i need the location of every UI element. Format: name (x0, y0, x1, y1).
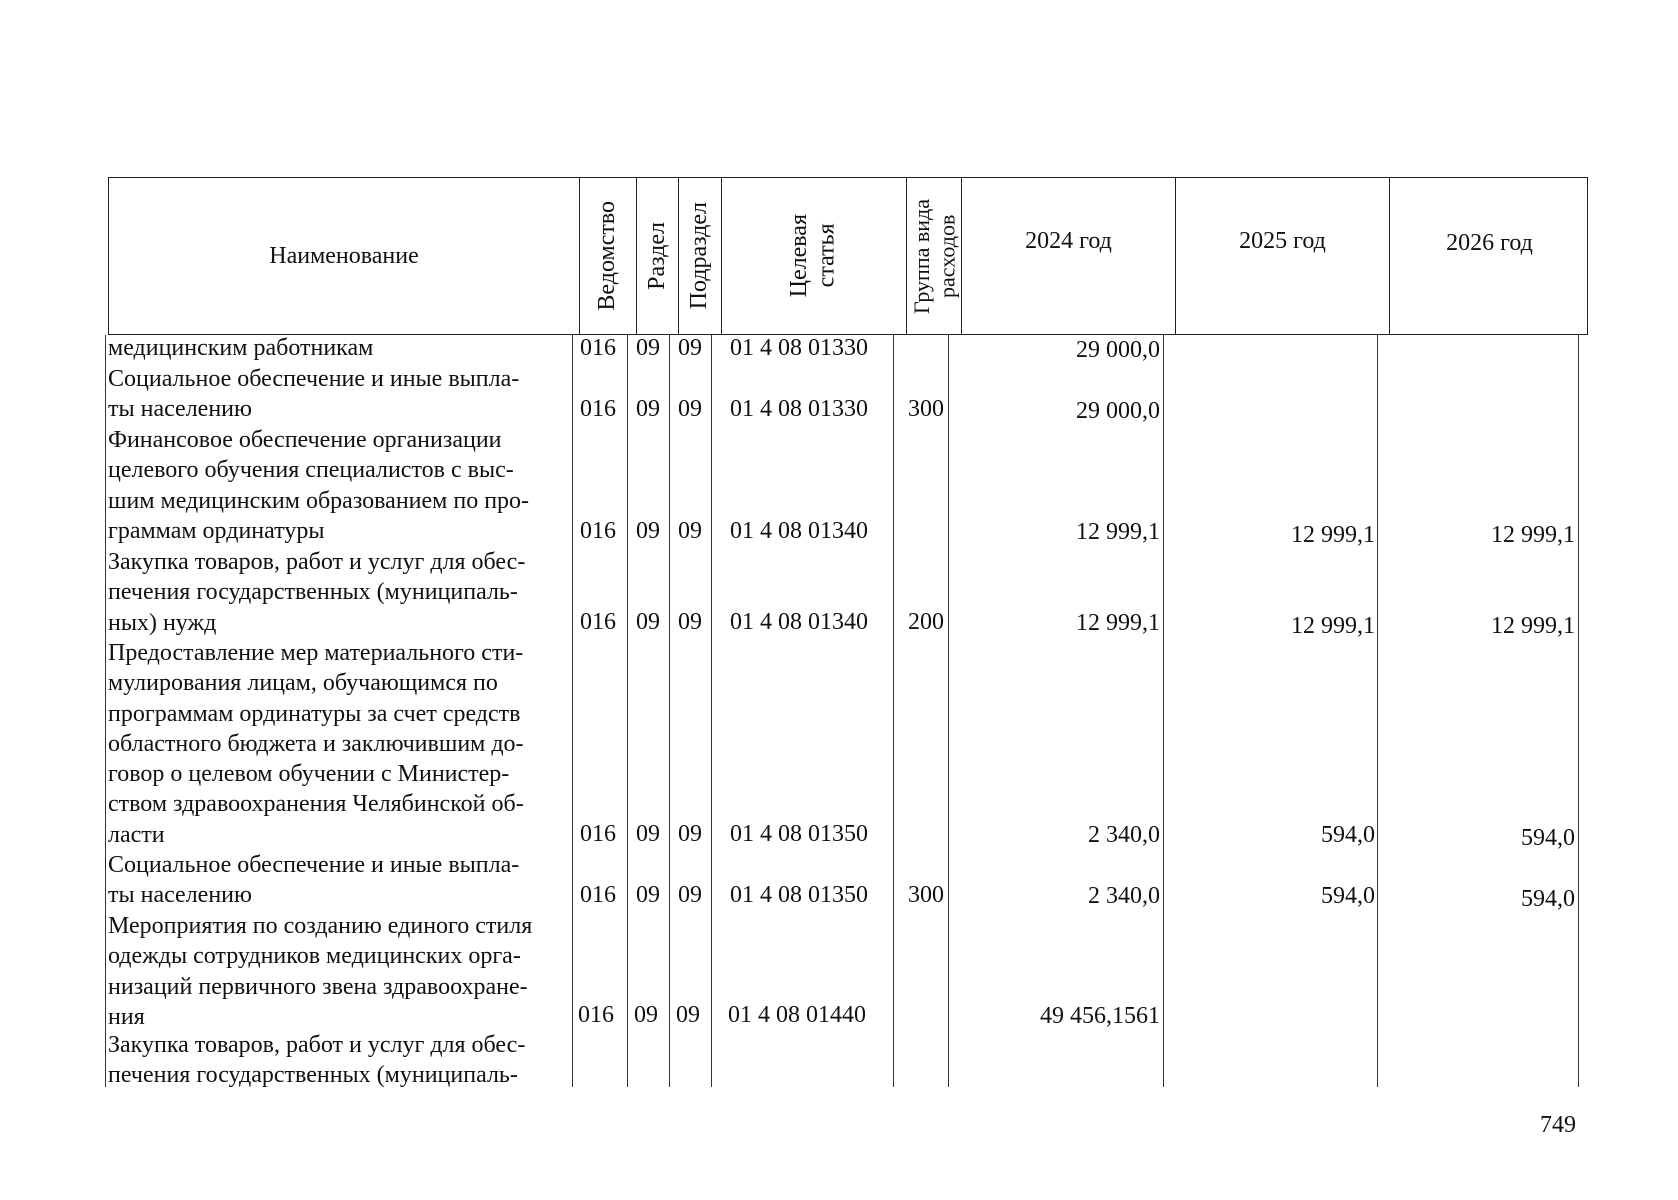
row-name-line: целевого обучения специалистов с выс- (108, 457, 514, 484)
header-celevaya-line2: статья (814, 224, 840, 288)
column-divider (948, 335, 949, 1087)
table-row (108, 850, 570, 911)
row-name-line: Закупка товаров, работ и услуг для обес- (108, 1032, 526, 1058)
column-divider (105, 335, 106, 1087)
row-name-line: ния (108, 1003, 145, 1030)
cell-vedomstvo: 016 (580, 335, 616, 361)
cell-vedomstvo: 016 (578, 1002, 614, 1028)
header-celevaya-label (786, 214, 841, 297)
cell-podrazdel: 09 (678, 396, 702, 422)
header-2024 (961, 178, 1175, 334)
page-number: 749 (1540, 1112, 1576, 1138)
row-name-line: Предоставление мер материального сти- (108, 640, 524, 666)
row-name-line: областного бюджета и заключившим до- (108, 730, 524, 757)
row-name-line: ты населению (108, 882, 252, 909)
row-name-line: Закупка товаров, работ и услуг для обес- (108, 549, 526, 575)
row-name-line: ты населению (108, 396, 252, 423)
cell-gruppa: 200 (908, 609, 944, 635)
row-name-line: программам ординатуры за счет средств (108, 700, 521, 727)
row-name-line: говор о целевом обучении с Министер- (108, 761, 510, 788)
cell-razdel: 09 (636, 882, 660, 908)
cell-podrazdel: 09 (678, 882, 702, 908)
column-divider (669, 335, 670, 1087)
cell-razdel: 09 (636, 396, 660, 422)
header-name (109, 178, 579, 334)
header-2026-label: 2026 год (1446, 230, 1533, 256)
header-gruppa-line1: Группа вида (908, 198, 934, 314)
row-name-line: печения государственных (муниципаль- (108, 1062, 518, 1089)
cell-2026: 594,0 (1521, 886, 1575, 912)
table-header (108, 177, 1588, 335)
cell-razdel: 09 (636, 335, 660, 361)
cell-2024: 2 340,0 (1088, 883, 1160, 909)
cell-razdel: 09 (636, 609, 660, 635)
row-name-line: Социальное обеспечение и иные выпла- (108, 852, 520, 878)
row-name-line: медицинским работникам (108, 335, 374, 361)
header-2024-label: 2024 год (1025, 228, 1112, 254)
header-gruppa-line2: расходов (934, 214, 959, 298)
cell-2025: 594,0 (1321, 822, 1375, 848)
row-name-line: Мероприятия по созданию единого стиля (108, 913, 533, 939)
header-2025 (1175, 178, 1389, 334)
column-divider (893, 335, 894, 1087)
cell-2026: 12 999,1 (1491, 522, 1575, 548)
cell-podrazdel: 09 (678, 335, 702, 361)
header-2026 (1389, 178, 1589, 334)
row-name-line: печения государственных (муниципаль- (108, 579, 518, 606)
column-divider (1377, 335, 1378, 1087)
cell-2024: 2 340,0 (1088, 822, 1160, 848)
cell-gruppa: 300 (908, 396, 944, 422)
cell-razdel: 09 (636, 821, 660, 847)
cell-razdel: 09 (636, 518, 660, 544)
header-podrazdel-label: Подраздел (686, 202, 713, 310)
column-divider (627, 335, 628, 1087)
cell-2024: 49 456,1561 (1040, 1003, 1160, 1029)
table-row (108, 547, 570, 638)
cell-2024: 12 999,1 (1076, 519, 1160, 545)
cell-vedomstvo: 016 (580, 882, 616, 908)
cell-2026: 12 999,1 (1491, 613, 1575, 639)
cell-2025: 594,0 (1321, 883, 1375, 909)
cell-celevaya: 01 4 08 01350 (730, 882, 868, 908)
column-divider (711, 335, 712, 1087)
header-vedomstvo-label: Ведомство (594, 201, 621, 311)
row-name-line: Социальное обеспечение и иные выпла- (108, 366, 520, 392)
table-row (108, 364, 570, 425)
cell-2024: 12 999,1 (1076, 610, 1160, 636)
cell-celevaya: 01 4 08 01330 (730, 396, 868, 422)
cell-celevaya: 01 4 08 01330 (730, 335, 868, 361)
cell-podrazdel: 09 (678, 821, 702, 847)
header-gruppa (906, 178, 961, 334)
table-row (108, 638, 570, 850)
cell-2025: 12 999,1 (1291, 522, 1375, 548)
cell-2025: 12 999,1 (1291, 613, 1375, 639)
column-divider (1163, 335, 1164, 1087)
cell-podrazdel: 09 (676, 1002, 700, 1028)
cell-gruppa: 300 (908, 882, 944, 908)
header-gruppa-label (909, 199, 960, 314)
cell-vedomstvo: 016 (580, 609, 616, 635)
header-2025-label: 2025 год (1239, 228, 1326, 254)
row-name-line: одежды сотрудников медицинских орга- (108, 943, 521, 970)
cell-2024: 29 000,0 (1076, 398, 1160, 424)
row-name-line: граммам ординатуры (108, 517, 325, 544)
cell-vedomstvo: 016 (580, 518, 616, 544)
table-row (108, 333, 570, 363)
cell-podrazdel: 09 (678, 518, 702, 544)
row-name-line: ством здравоохранения Челябинской об- (108, 791, 524, 818)
cell-podrazdel: 09 (678, 609, 702, 635)
column-divider (572, 335, 573, 1087)
header-razdel-label: Раздел (643, 222, 670, 290)
column-divider (1578, 335, 1579, 1087)
row-name-line: шим медицинским образованием по про- (108, 487, 530, 514)
table-row (108, 911, 570, 1032)
header-vedomstvo (579, 178, 636, 334)
cell-celevaya: 01 4 08 01440 (728, 1002, 866, 1028)
row-name-line: мулирования лицам, обучающимся по (108, 670, 498, 697)
cell-2024: 29 000,0 (1076, 337, 1160, 363)
cell-vedomstvo: 016 (580, 396, 616, 422)
cell-vedomstvo: 016 (580, 821, 616, 847)
header-razdel (636, 178, 678, 334)
row-name-line: ласти (108, 821, 165, 848)
header-name-label: Наименование (269, 242, 419, 269)
cell-2026: 594,0 (1521, 825, 1575, 851)
row-name-line: низаций первичного звена здравоохране- (108, 973, 528, 1000)
table-row (108, 425, 570, 546)
cell-celevaya: 01 4 08 01350 (730, 821, 868, 847)
cell-razdel: 09 (634, 1002, 658, 1028)
header-celevaya-line1: Целевая (786, 214, 813, 298)
cell-celevaya: 01 4 08 01340 (730, 609, 868, 635)
row-name-line: ных) нужд (108, 609, 217, 636)
cell-celevaya: 01 4 08 01340 (730, 518, 868, 544)
header-celevaya (721, 178, 906, 334)
table-row (108, 1030, 570, 1091)
row-name-line: Финансовое обеспечение организации (108, 427, 502, 453)
header-podrazdel (678, 178, 721, 334)
